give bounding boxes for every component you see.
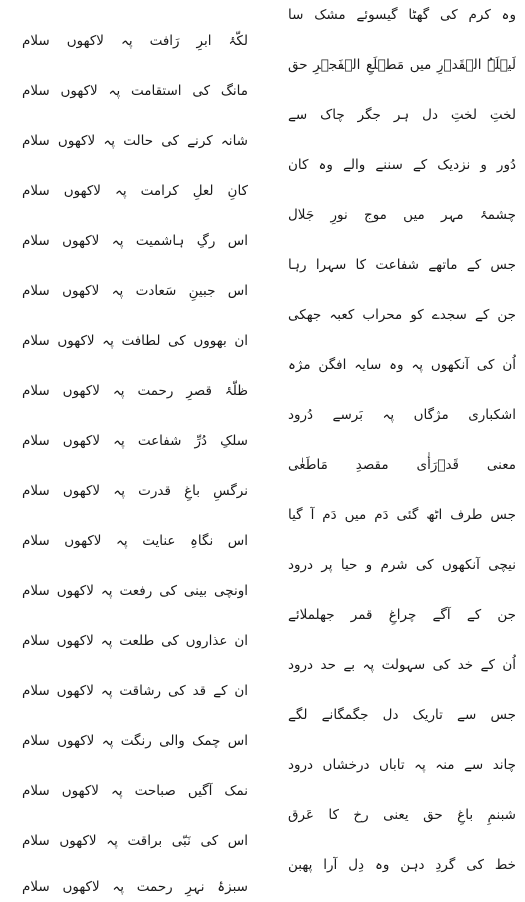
verse-line: اُن کی آنکھوں پہ وہ سایہ افگن مژہ [288, 357, 516, 373]
verse-line: کانِ لعلِ کرامت پہ لاکھوں سلام [22, 183, 248, 199]
verse-line: شبنمِ باغِ حق یعنی رخ کا عَرق [288, 807, 516, 823]
verse-line: اس کی نَبّی براقت پہ لاکھوں سلام [22, 833, 248, 849]
verse-line: لختِ لختِ دل ہر جگر چاک سے [288, 107, 516, 123]
verse-line: چاند سے منہ پہ تاباں درخشاں درود [288, 757, 516, 773]
verse-line: سبزۂ نہرِ رحمت پہ لاکھوں سلام [22, 879, 248, 895]
verse-line: شانہ کرنے کی حالت پہ لاکھوں سلام [22, 133, 248, 149]
verse-line: اس چمک والی رنگت پہ لاکھوں سلام [22, 733, 248, 749]
verse-line: جن کے آگے چراغِ قمر جھلملائے [288, 607, 516, 623]
verse-line: سلکِ دُرِّ شفاعت پہ لاکھوں سلام [22, 433, 248, 449]
verse-line: ان بھووں کی لطافت پہ لاکھوں سلام [22, 333, 248, 349]
verse-line: نمک آگیں صباحت پہ لاکھوں سلام [22, 783, 248, 799]
verse-line: اس جبینِ سَعادت پہ لاکھوں سلام [22, 283, 248, 299]
verse-column-second-hemistich [22, 0, 248, 902]
verse-line: ان کے قد کی رشاقت پہ لاکھوں سلام [22, 683, 248, 699]
verse-line: دُور و نزدیک کے سننے والے وہ کان [288, 157, 516, 173]
verse-line: چشمۂ مہر میں موج نورِ جَلال [288, 207, 516, 223]
verse-line: خط کی گردِ دہن وہ دِل آرا پھبن [288, 857, 516, 873]
verse-line: نیچی آنکھوں کی شرم و حیا پر درود [288, 557, 516, 573]
verse-column-first-hemistich [288, 0, 516, 902]
verse-line: لَیۡلَۃُ الۡقَدۡرِ میں مَطۡلَعِ الۡفَجۡرِ حق [288, 57, 516, 73]
verse-line: اونچی بینی کی رفعت پہ لاکھوں سلام [22, 583, 248, 599]
verse-line: وہ کرم کی گھٹا گیسوئے مشک سا [288, 7, 516, 23]
verse-line: مانگ کی استقامت پہ لاکھوں سلام [22, 83, 248, 99]
verse-line: جس طرف اٹھ گئی دَم میں دَم آ گیا [288, 507, 516, 523]
verse-line: ان عذاروں کی طلعت پہ لاکھوں سلام [22, 633, 248, 649]
verse-line: اس نگاہِ عنایت پہ لاکھوں سلام [22, 533, 248, 549]
verse-line: جن کے سجدے کو محراب کعبہ جھکی [288, 307, 516, 323]
verse-line: لکّۂ ابرِ رَافت پہ لاکھوں سلام [22, 33, 248, 49]
verse-line: اشکباری مژگاں پہ بَرسے دُرود [288, 407, 516, 423]
verse-line: نرگسِ باغِ قدرت پہ لاکھوں سلام [22, 483, 248, 499]
verse-line: اُن کے خد کی سہولت پہ بے حد درود [288, 657, 516, 673]
verse-line: جس سے تاریک دل جگمگانے لگے [288, 707, 516, 723]
verse-line: اس رگِ ہاشمیت پہ لاکھوں سلام [22, 233, 248, 249]
verse-line: معنی قَدۡرَأٰی مقصدِ مَاطَغٰی [288, 457, 516, 473]
verse-line: ظلّۂ قصرِ رحمت پہ لاکھوں سلام [22, 383, 248, 399]
verse-line: جس کے ماتھے شفاعت کا سہرا رہا [288, 257, 516, 273]
